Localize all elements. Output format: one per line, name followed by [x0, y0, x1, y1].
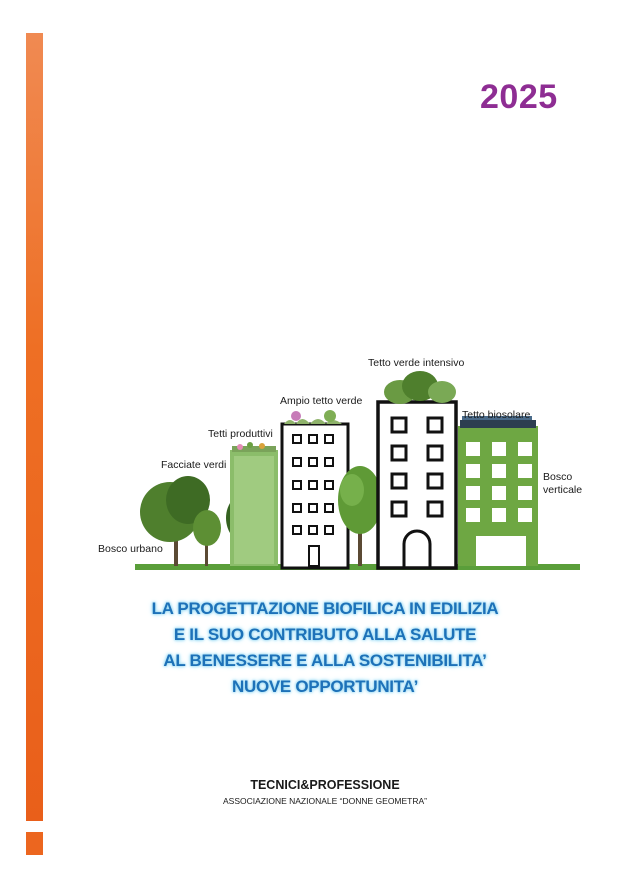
label-bosco-verticale-line2: verticale	[543, 484, 583, 496]
year-heading: 2025	[480, 78, 558, 116]
ampio-tetto-verde-building	[282, 410, 348, 568]
label-tetto-biosolare: Tetto biosolare	[462, 409, 531, 421]
label-tetto-verde-intensivo: Tetto verde intensivo	[368, 357, 465, 369]
organization-subtitle: ASSOCIAZIONE NAZIONALE “DONNE GEOMETRA”	[222, 796, 428, 806]
label-tetti-produttivi: Tetti produttivi	[208, 428, 273, 440]
left-accent-bar	[26, 33, 43, 821]
biophilic-buildings-illustration	[90, 350, 590, 580]
label-bosco-urbano: Bosco urbano	[98, 543, 163, 555]
bosco-verticale-building	[458, 416, 538, 566]
title-line-4: NUOVE OPPORTUNITA’	[231, 677, 419, 696]
title-line-2: E IL SUO CONTRIBUTO ALLA SALUTE	[173, 625, 477, 644]
label-facciate-verdi: Facciate verdi	[161, 459, 227, 471]
label-bosco-verticale-line1: Bosco	[543, 471, 573, 483]
green-facade-building	[230, 442, 278, 566]
title-line-1: LA PROGETTAZIONE BIOFILICA IN EDILIZIA	[151, 599, 499, 618]
tetto-verde-intensivo-building	[378, 371, 456, 568]
label-ampio-tetto-verde: Ampio tetto verde	[280, 395, 363, 407]
left-accent-block	[26, 832, 43, 855]
document-title	[90, 596, 560, 700]
organization-name: TECNICI&PROFESSIONE	[250, 778, 400, 792]
organization-block	[160, 778, 490, 806]
title-line-3: AL BENESSERE E ALLA SOSTENIBILITA’	[163, 651, 487, 670]
